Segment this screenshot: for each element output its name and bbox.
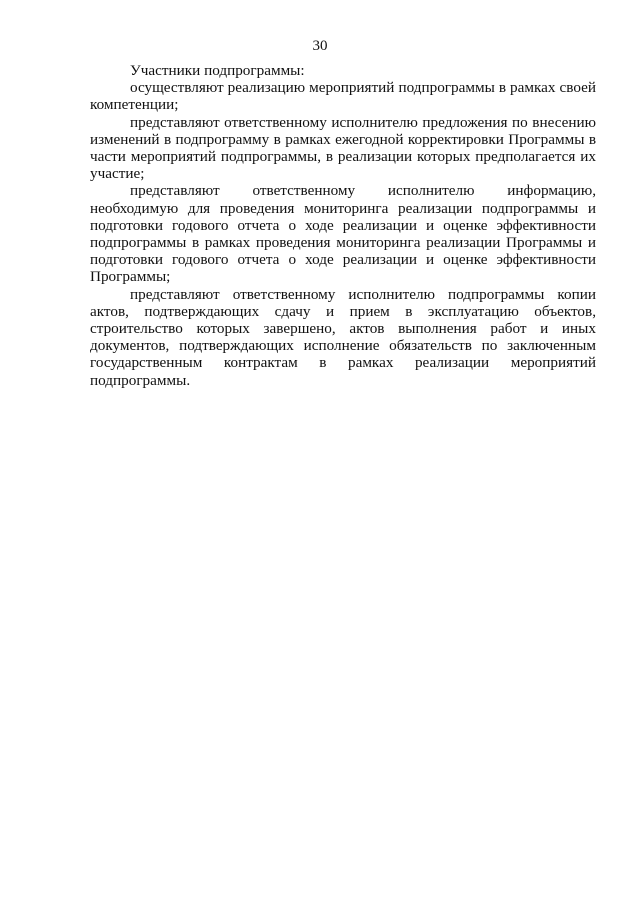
paragraph: представляют ответственному исполнителю подпрограммы копии актов, подтверждающих сдачу и прием в эксплуатацию объектов, строительство которых завершено, актов выполнения работ и иных документов, подтверждающих исполнение обязательств по заключенным государственным контрактам в рамках реализации мероприятий подпрограммы. xyxy=(90,285,596,389)
paragraph: осуществляют реализацию мероприятий подпрограммы в рамках своей компетенции; xyxy=(90,79,596,114)
page-number: 30 xyxy=(312,38,328,54)
paragraph-heading: Участники подпрограммы: xyxy=(130,62,305,79)
document-body xyxy=(90,62,596,389)
paragraph: представляют ответственному исполнителю предложения по внесению изменений в подпрограмму в рамках ежегодной корректировки Программы в части мероприятий подпрограммы, в реализации которых предполагается их участие; xyxy=(90,113,596,183)
paragraph: представляют ответственному исполнителю информацию, необходимую для проведения мониторинга реализации подпрограммы и подготовки годового отчета о ходе реализации и оценке эффективности подпрограммы в рамках проведения мониторинга реализации Программы и подготовки годового отчета о ходе реализации и оценке эффективности Программы; xyxy=(90,182,596,286)
